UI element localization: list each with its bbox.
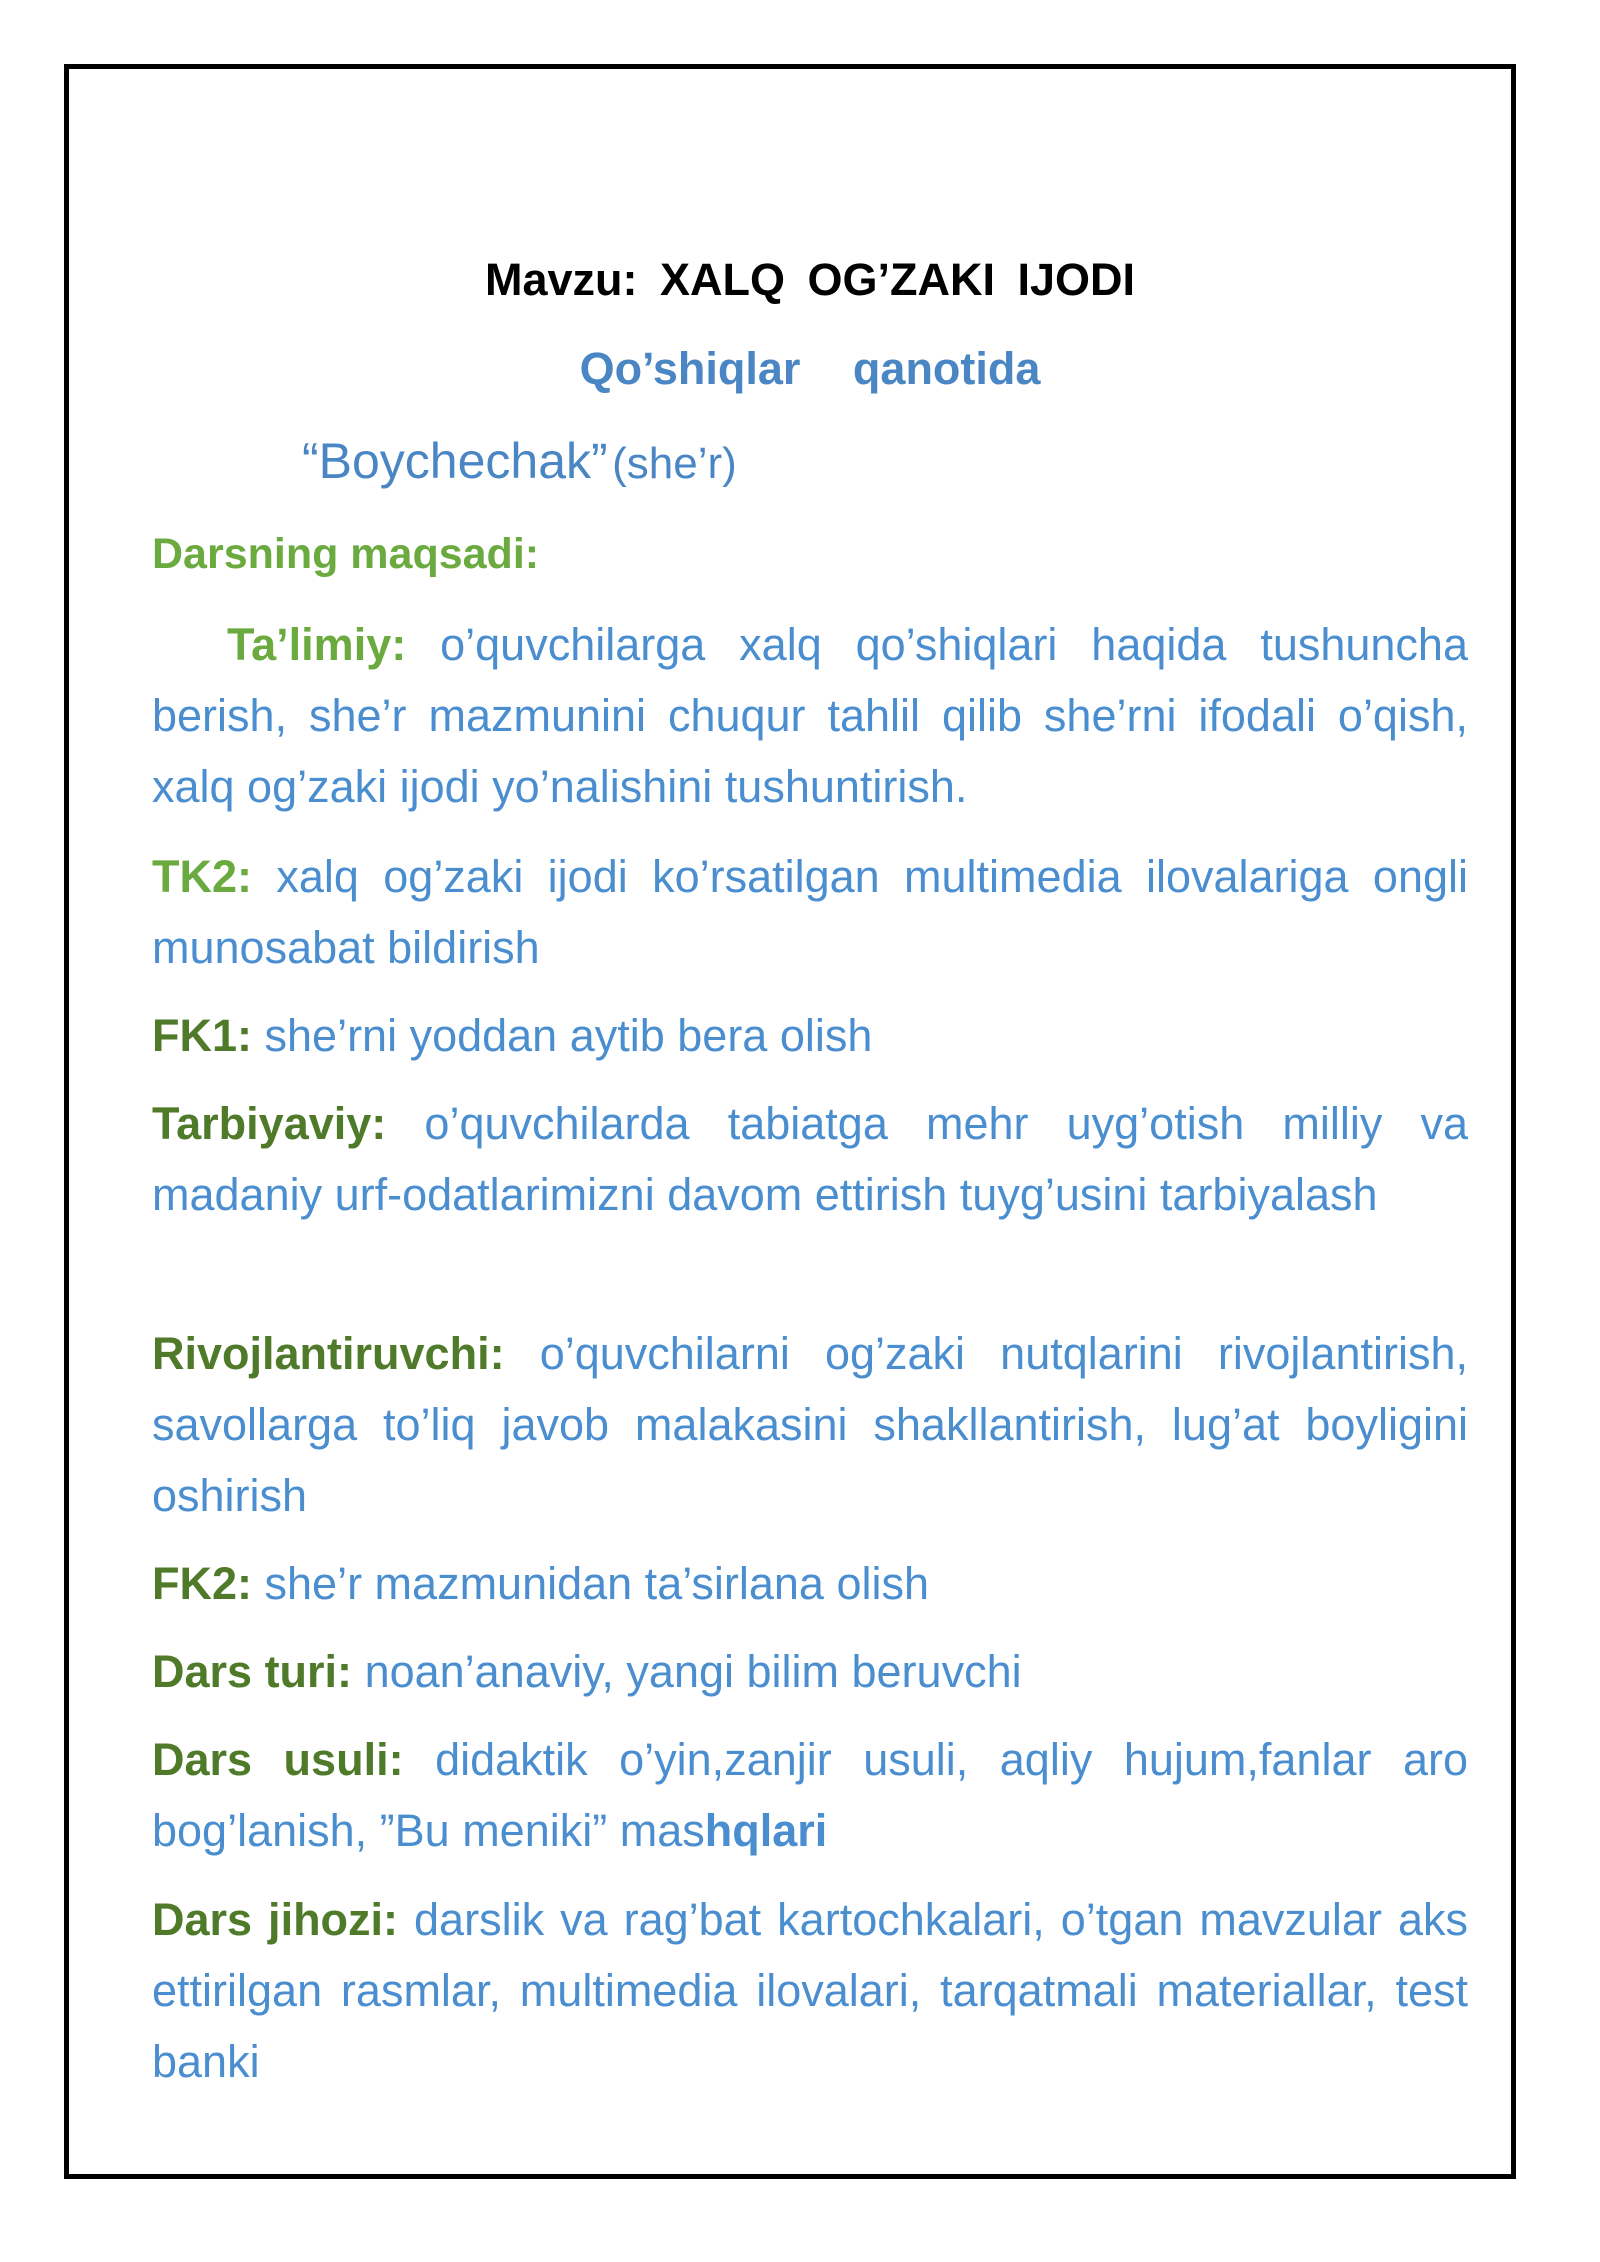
section-fk2 — [152, 1548, 1468, 1619]
section-label: Dars usuli: — [152, 1734, 404, 1785]
page-subtitle: Qo’shiqlar qanotida — [579, 343, 1041, 394]
section-label: Dars jihozi: — [152, 1894, 399, 1945]
section-tarbiyaviy — [152, 1088, 1468, 1230]
section-label: Ta’limiy: — [227, 619, 407, 670]
section-label: Tarbiyaviy: — [152, 1098, 387, 1149]
section-talimiy — [152, 609, 1468, 822]
section-label: FK1: — [152, 1010, 252, 1061]
section-text: xalq og’zaki ijodi ko’rsatilgan multimedia ilovalariga ongli munosabat bildirish — [152, 851, 1468, 973]
section-dars-jihozi — [152, 1884, 1468, 2097]
section-label: FK2: — [152, 1558, 252, 1609]
objectives-heading: Darsning maqsadi: — [152, 530, 540, 578]
section-dars-usuli — [152, 1724, 1468, 1866]
page-title: Mavzu: XALQ OG’ZAKI IJODI — [484, 254, 1136, 305]
section-text: o’quvchilarga xalq qo’shiqlari haqida tushuncha berish, she’r mazmunini chuqur tahlil qilib she’rni ifodali o’qish, xalq og’zaki ijodi yo’nalishini tushuntirish. — [152, 619, 1468, 812]
section-text-bold: hqlari — [704, 1805, 828, 1856]
section-label: Dars turi: — [152, 1646, 353, 1697]
section-rivojlantiruvchi — [152, 1318, 1468, 1531]
section-tk2 — [152, 841, 1468, 983]
section-label: TK2: — [152, 851, 252, 902]
section-text: she’rni yoddan aytib bera olish — [264, 1010, 873, 1061]
poem-title — [302, 432, 737, 490]
section-fk1 — [152, 1000, 1468, 1071]
section-text: she’r mazmunidan ta’sirlana olish — [264, 1558, 930, 1609]
section-text: darslik va rag’bat kartochkalari, o’tgan mavzular aks ettirilgan rasmlar, multimedia ilovalari, tarqatmali materiallar, test banki — [152, 1894, 1468, 2087]
section-text: o’quvchilarni og’zaki nutqlarini rivojlantirish, savollarga to’liq javob malakasini shakllantirish, lug’at boyligini oshirish — [152, 1328, 1468, 1521]
poem-kind: (she’r) — [612, 439, 737, 488]
section-text: o’quvchilarda tabiatga mehr uyg’otish milliy va madaniy urf-odatlarimizni davom ettirish tuyg’usini tarbiyalash — [152, 1098, 1468, 1220]
section-text: didaktik o’yin,zanjir usuli, aqliy hujum,fanlar aro bog’lanish, ”Bu meniki” mas — [152, 1734, 1468, 1856]
section-label: Rivojlantiruvchi: — [152, 1328, 505, 1379]
section-text: noan’anaviy, yangi bilim beruvchi — [364, 1646, 1022, 1697]
poem-name: “Boychechak” — [302, 433, 608, 489]
section-dars-turi — [152, 1636, 1468, 1707]
